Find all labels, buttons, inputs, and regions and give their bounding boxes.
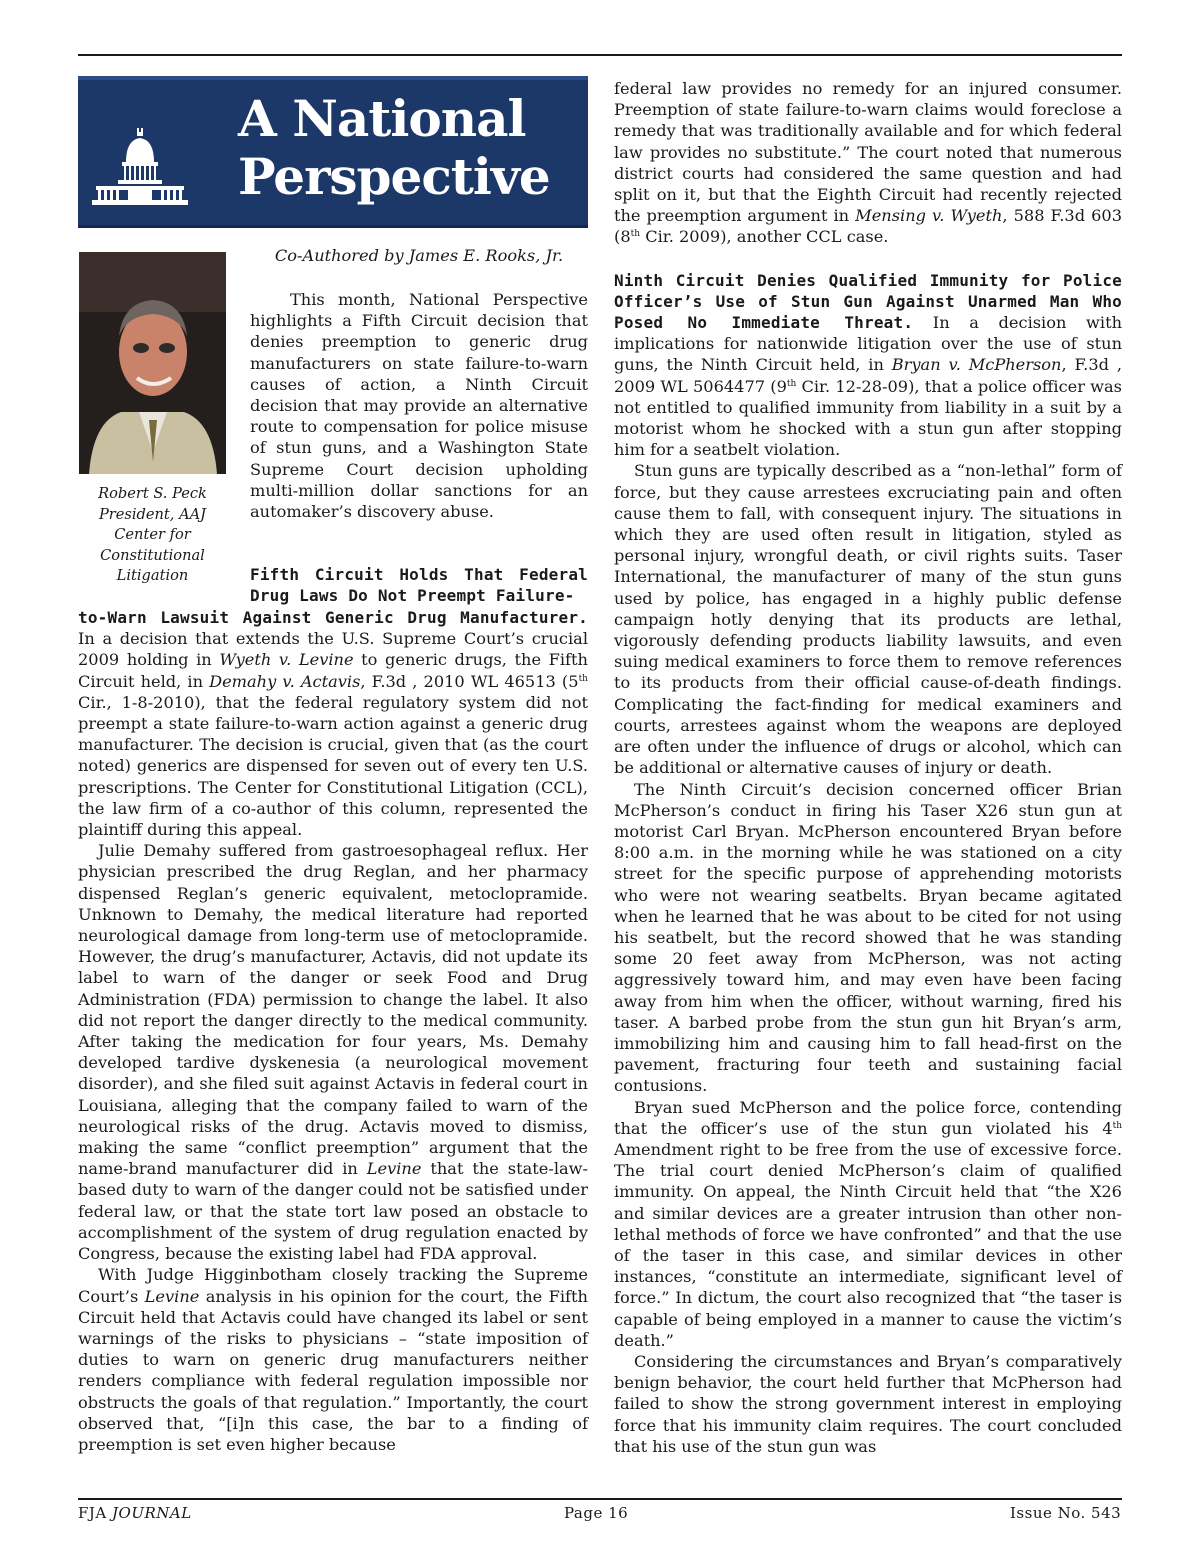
section2-paragraph2: Stun guns are typically described as a “non-lethal” form of force, but they cause arrestees excruciating pain and often cause them to fall, with consequent injury. The situations in which they are used often result in litigation, styled as personal injury, wrongful death, or civil rights suits. Taser International, the manufacturer of many of the stun guns used by police, has engaged in a highly public defense campaign hotly denying that its products are lethal, vigorously defending products liability lawsuits, and even suing medical examiners to force them to remove references to its products from their official cause-of-death findings. Complicating the fact-finding for medical examiners and courts, arrestees against whom the weapons are deployed are often under the influence of drugs or alcohol, which can be additional or alternative causes of injury or death. (614, 461, 1122, 778)
case-name: Mensing v. Wyeth (855, 206, 1003, 226)
section1-paragraph2 (78, 840, 588, 1264)
text-run: that the state-law-based duty to warn of the danger could not be satisfied under federal law, or that the state tort law posed an obstacle to accomplishment of the system of drug regulation enacted by Congress, because the existing label had FDA approval. (78, 1159, 588, 1264)
footer-journal: JOURNAL (112, 1504, 192, 1522)
text-run: federal law provides no remedy for an injured consumer. Preemption of state failure-to-warn claims would foreclose a remedy that was traditionally available and for which federal law provides no substitute.” The court noted that numerous district courts had considered the same question and had split on it, but that the Eighth Circuit had recently rejected the preemption argument in (614, 79, 1122, 226)
superscript: th (578, 673, 588, 684)
superscript: th (630, 229, 641, 240)
text-run: In a decision with implications for nationwide litigation over the use of stun guns, the Ninth Circuit held, in (614, 313, 1123, 375)
footer-publication (78, 1504, 192, 1522)
footer-issue-number: Issue No. 543 (1010, 1504, 1122, 1522)
section1-paragraph1 (78, 607, 588, 840)
text-run: In a decision that extends the U.S. Supreme Court’s crucial 2009 holding in (78, 629, 588, 670)
banner-title (238, 90, 578, 206)
text-run: , 588 F.3d 603 (8 (614, 206, 1122, 247)
capitol-dome-icon (92, 128, 188, 208)
caption-line: Robert S. Peck (98, 485, 207, 502)
banner-title-line1: A National (238, 89, 526, 148)
section2-paragraph3: The Ninth Circuit’s decision concerned officer Brian McPherson’s conduct in firing his Taser X26 stun gun at motorist Carl Bryan. McPherson encountered Bryan before 8:00 a.m. in the morning while he was stationed on a city street for the specific purpose of apprehending motorists who were not wearing seatbelts. Bryan became agitated when he learned that he was about to be cited for not using his seatbelt, but the record showed that he was standing some 20 feet away from McPherson, was not acting aggressively toward him, and may even have been facing away from him when the officer, without warning, fired his taser. A barbed probe from the stun gun hit Bryan’s arm, immobilizing him and causing him to fall head-first on the pavement, fracturing four teeth and sustaining facial contusions. (614, 779, 1122, 1096)
intro-paragraph: This month, National Perspective highlights a Fifth Circuit decision that denies preemption to generic drug manufacturers on state failure-to-warn causes of action, a Ninth Circuit decision that may provide an alternative route to compensation for police misuse of stun guns, and a Washington State Supreme Court decision upholding multi-million dollar sanctions for an automaker’s discovery abuse. (250, 290, 588, 522)
author-photo (79, 252, 226, 474)
text-run: Cir. 2009), another CCL case. (640, 227, 889, 247)
banner-title-line2: Perspective (238, 147, 550, 206)
caption-line: Litigation (116, 567, 189, 584)
author-portrait-image (79, 252, 226, 474)
caption-line: President, AAJ (98, 505, 207, 523)
right-column (614, 78, 1122, 1457)
top-rule (78, 54, 1122, 56)
text-run: , F.3d , 2009 WL 5064477 (9 (614, 355, 1122, 396)
text-run: , F.3d , 2010 WL 46513 (5 (360, 671, 579, 691)
text-run: to generic drugs, the Fifth Circuit held, in (78, 650, 588, 691)
section1-heading-part1: Fifth Circuit Holds That Federal Drug Laws Do Not Preempt Failure- (250, 565, 588, 606)
case-name: Levine (144, 1286, 200, 1306)
case-name: Wyeth v. Levine (219, 650, 354, 670)
photo-caption (79, 484, 226, 587)
section1-paragraph3 (78, 1264, 588, 1455)
bottom-rule (78, 1498, 1122, 1500)
case-name: Bryan v. McPherson (891, 355, 1062, 375)
intro-paragraph-block (250, 289, 588, 522)
section2-paragraph4 (614, 1097, 1122, 1351)
section1-heading-part2: to-Warn Lawsuit Against Generic Drug Manufacturer. (78, 608, 588, 627)
section2-paragraph5: Considering the circumstances and Bryan’s comparatively benign behavior, the court held further that McPherson had failed to show the strong government interest in employing force that his immunity claim requires. The court concluded that his use of the stun gun was (614, 1351, 1122, 1456)
superscript: th (1112, 1120, 1122, 1131)
section1-heading-top (250, 564, 588, 606)
section1-continuation (614, 78, 1122, 248)
caption-line: Constitutional (100, 546, 205, 564)
left-column (78, 607, 588, 1455)
section-banner (78, 76, 588, 228)
superscript: th (786, 378, 797, 389)
byline: Co-Authored by James E. Rooks, Jr. (274, 246, 564, 265)
text-run: Cir., 1-8-2010), that the federal regulatory system did not preempt a state failure-to-warn action against a generic drug manufacturer. The decision is crucial, given that (as the court noted) generics are dispensed for seven out of every ten U.S. prescriptions. The Center for Constitutional Litigation (CCL), the law firm of a co-author of this column, represented the plaintiff during this appeal. (78, 692, 588, 840)
text-run: With Judge Higginbotham closely tracking the Supreme Court’s (78, 1265, 588, 1306)
text-run: Julie Demahy suffered from gastroesophageal reflux. Her physician prescribed the drug Reglan, and her pharmacy dispensed Reglan’s generic equivalent, metoclopramide. Unknown to Demahy, the medical literature had reported neurological damage from long-term use of metoclopramide. However, the drug’s manufacturer, Actavis, did not update its label to warn of the danger or seek Food and Drug Administration (FDA) permission to change the label. It also did not report the danger directly to the medical community. After taking the medication for four years, Ms. Demahy developed tardive dyskenesia (a neurological movement disorder), and she filed suit against Actavis in federal court in Louisiana, alleging that the company failed to warn of the neurological risks of the drug. Actavis moved to dismiss, making the same “conflict preemption” argument that the name-brand manufacturer did in (78, 841, 588, 1179)
text-run: Cir. 12-28-09), that a police officer was not entitled to qualified immunity from liability in a suit by a motorist whom he shocked with a stun gun after stopping him for a seatbelt violation. (614, 376, 1122, 460)
case-name: Demahy v. Actavis (209, 671, 361, 691)
text-run: analysis in his opinion for the court, the Fifth Circuit held that Actavis could have changed its label or sent warnings of the risks to physicians – “state imposition of duties to warn on generic drug manufacturers neither renders compliance with federal regulation impossible nor obstructs the goals of that regulation.” Importantly, the court observed that, “[i]n this case, the bar to a finding of preemption is set even higher because (78, 1286, 588, 1454)
section2-paragraph1 (614, 270, 1122, 461)
text-run: Amendment right to be free from the use of excessive force. The trial court denied McPherson’s claim of qualified immunity. On appeal, the Ninth Circuit held that “the X26 and similar devices are a greater intrusion than other non-lethal methods of force we have confronted” and that the use of the taser in this case, and similar devices in other instances, “constitute an intermediate, significant level of force.” In dictum, the court also recognized that “the taser is capable of being employed in a manner to cause the victim’s death.” (614, 1139, 1122, 1350)
caption-line: Center for (114, 526, 191, 543)
footer-page-number: Page 16 (564, 1504, 629, 1522)
case-name: Levine (366, 1159, 422, 1179)
text-run: Bryan sued McPherson and the police force, contending that the officer’s use of the stun gun violated his 4 (614, 1097, 1122, 1138)
footer-text: FJA (78, 1504, 113, 1522)
section2-heading: Ninth Circuit Denies Qualified Immunity for Police Officer’s Use of Stun Gun Against Unarmed Man Who Posed No Immediate Threat. (614, 270, 1122, 333)
